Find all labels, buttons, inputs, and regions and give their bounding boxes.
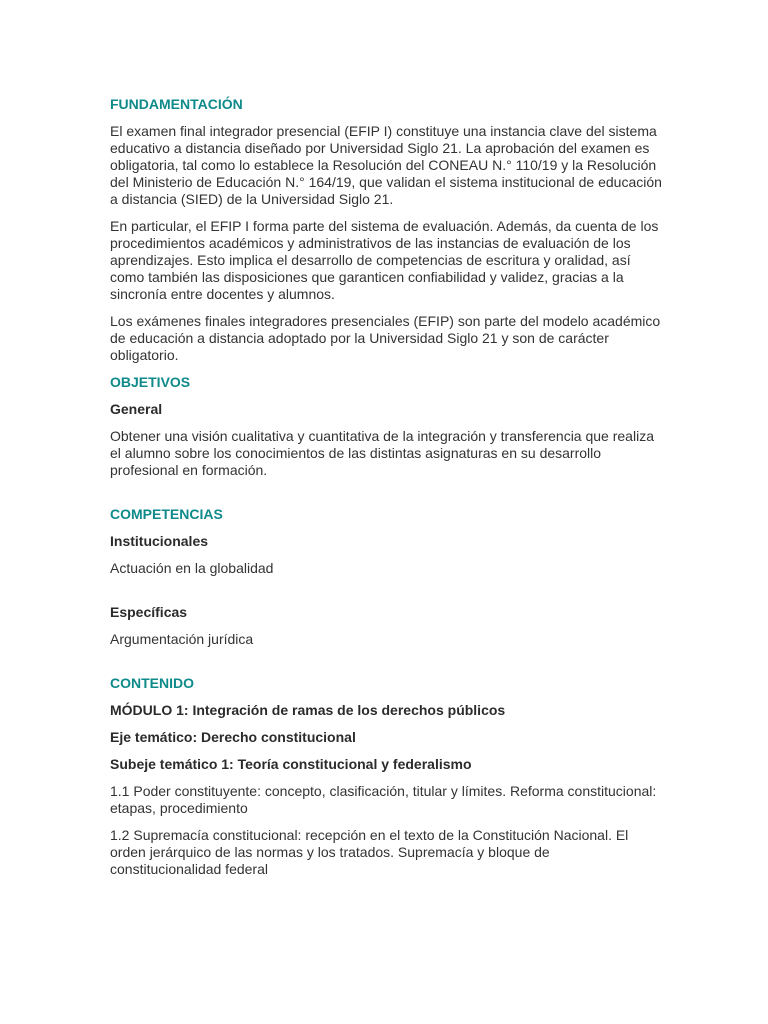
spacer xyxy=(110,587,662,604)
competencias-institucionales-text: Actuación en la globalidad xyxy=(110,560,274,576)
eje-tematico-title: Eje temático: Derecho constitucional xyxy=(110,729,356,745)
competencias-especificas-text: Argumentación jurídica xyxy=(110,631,254,647)
fundamentacion-paragraph-2: En particular, el EFIP I forma parte del sistema de evaluación. Además, da cuenta de los procedimientos académicos y administrativos de las instancias de evaluación de los aprendizajes. Esto implica el desarrollo de competencias de escritura y oralidad, así como también las disposiciones que garanticen confiabilidad y validez, gracias a la sincronía entre docentes y alumnos. xyxy=(110,218,659,302)
competencias-institucionales-label: Institucionales xyxy=(110,533,209,549)
subeje-tematico-title: Subeje temático 1: Teoría constitucional y federalismo xyxy=(110,756,472,772)
objetivo-general-label: General xyxy=(110,401,163,417)
fundamentacion-paragraph-3: Los exámenes finales integradores presenciales (EFIP) son parte del modelo académico de educación a distancia adoptado por la Universidad Siglo 21 y son de carácter obligatorio. xyxy=(110,313,661,363)
contenido-item-1-2: 1.2 Supremacía constitucional: recepción en el texto de la Constitución Nacional. El orden jerárquico de las normas y los tratados. Supremacía y bloque de constitucionalidad federal xyxy=(110,827,629,877)
spacer xyxy=(110,489,662,506)
fundamentacion-heading: FUNDAMENTACIÓN xyxy=(110,96,243,112)
objetivos-heading: OBJETIVOS xyxy=(110,374,191,390)
contenido-item-1-1: 1.1 Poder constituyente: concepto, clasificación, titular y límites. Reforma constitucional: etapas, procedimiento xyxy=(110,783,657,816)
spacer xyxy=(110,658,662,675)
modulo-title: MÓDULO 1: Integración de ramas de los derechos públicos xyxy=(110,702,506,718)
competencias-especificas-label: Específicas xyxy=(110,604,188,620)
competencias-heading: COMPETENCIAS xyxy=(110,506,223,522)
objetivo-general-text: Obtener una visión cualitativa y cuantitativa de la integración y transferencia que realiza el alumno sobre los conocimientos de las distintas asignaturas en su desarrollo profesional en formación. xyxy=(110,428,654,478)
contenido-heading: CONTENIDO xyxy=(110,675,194,691)
fundamentacion-paragraph-1: El examen final integrador presencial (EFIP I) constituye una instancia clave del sistema educativo a distancia diseñado por Universidad Siglo 21. La aprobación del examen es obligatoria, tal como lo establece la Resolución del CONEAU N.° 110/19 y la Resolución del Ministerio de Educación N.° 164/19, que validan el sistema institucional de educación a distancia (SIED) de la Universidad Siglo 21. xyxy=(110,123,662,207)
document-page xyxy=(110,96,662,888)
